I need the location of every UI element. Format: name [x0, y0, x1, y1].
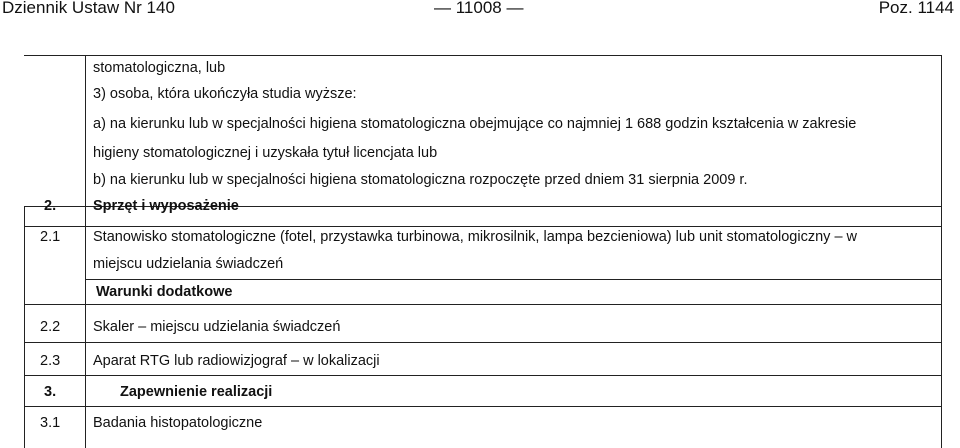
row-text: Badania histopatologiczne [93, 415, 263, 431]
row-number: 3.1 [40, 415, 61, 431]
intro-line: b) na kierunku lub w specjalności higiena stomatologiczna rozpoczęte przed dniem 31 sierpnia 2009 r. [93, 172, 748, 188]
intro-line: stomatologiczna, lub [93, 60, 226, 76]
column-divider [85, 56, 86, 448]
position-number: Poz. 1144 [878, 0, 954, 17]
row-number: 2.3 [40, 353, 61, 369]
section-title: Zapewnienie realizacji [120, 384, 273, 400]
row-divider [24, 375, 942, 376]
page-header [0, 0, 960, 20]
row-divider [24, 342, 942, 343]
row-text: Stanowisko stomatologiczne (fotel, przystawka turbinowa, mikrosilnik, lampa bezcieniowa) lub unit stomatologiczny – w [93, 229, 858, 245]
row-number: 2.2 [40, 319, 61, 335]
table-left-border [24, 206, 25, 448]
row-divider [24, 406, 942, 407]
intro-line: 3) osoba, która ukończyła studia wyższe: [93, 86, 357, 102]
section-number: 3. [44, 384, 57, 400]
table-right-border [941, 56, 942, 448]
row-text: miejscu udzielania świadczeń [93, 256, 284, 272]
requirements-table [24, 55, 942, 448]
section-title: Sprzęt i wyposażenie [93, 198, 239, 214]
row-text: Aparat RTG lub radiowizjograf – w lokalizacji [93, 353, 380, 369]
additional-conditions-label: Warunki dodatkowe [96, 284, 233, 300]
page-number: — 11008 — [434, 0, 524, 17]
intro-line: higieny stomatologicznej i uzyskała tytuł licencjata lub [93, 145, 438, 161]
row-text: Skaler – miejscu udzielania świadczeń [93, 319, 341, 335]
row-divider [85, 279, 942, 280]
row-number: 2.1 [40, 229, 61, 245]
row-divider [24, 226, 942, 227]
journal-title: Dziennik Ustaw Nr 140 [2, 0, 175, 17]
row-divider [24, 304, 942, 305]
intro-line: a) na kierunku lub w specjalności higiena stomatologiczna obejmujące co najmniej 1 688 godzin kształcenia w zakresie [93, 116, 857, 132]
section-number: 2. [44, 198, 57, 214]
